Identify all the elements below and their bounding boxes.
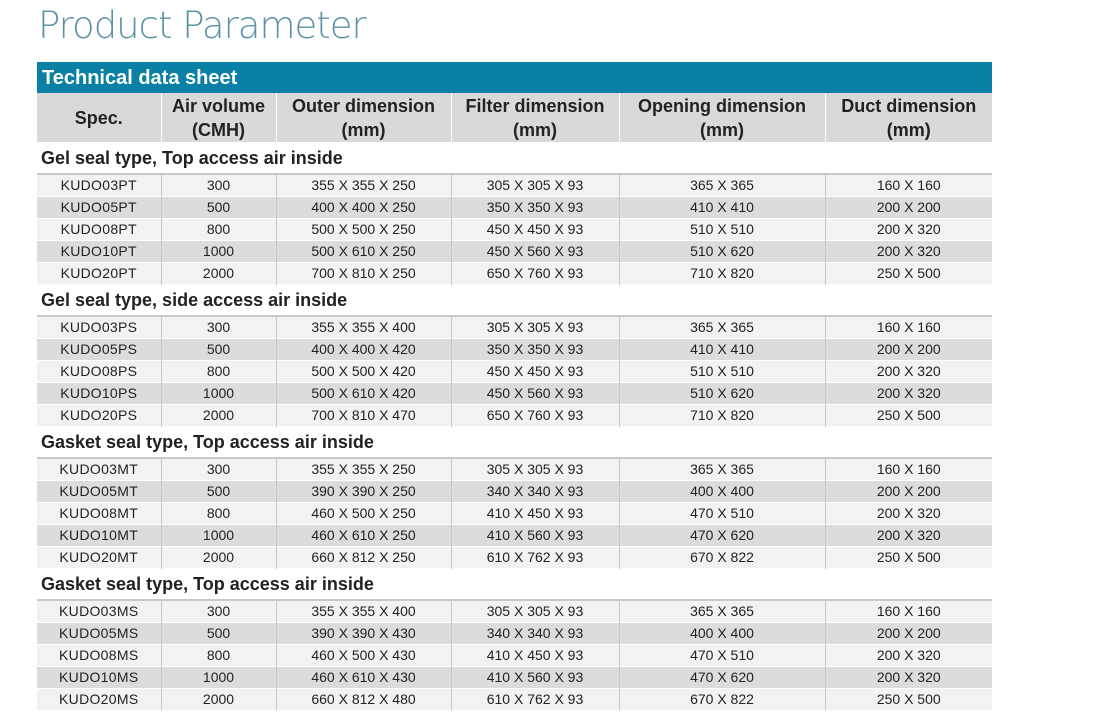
cell-spec: KUDO08PT (37, 219, 161, 241)
table-row (37, 623, 992, 645)
cell-air-volume: 800 (161, 361, 276, 383)
table-row (37, 689, 992, 711)
cell-opening-dimension: 410 X 410 (619, 339, 825, 361)
cell-filter-dimension: 305 X 305 X 93 (451, 316, 619, 339)
cell-outer-dimension: 500 X 500 X 420 (276, 361, 451, 383)
cell-duct-dimension: 200 X 320 (825, 503, 992, 525)
cell-outer-dimension: 460 X 500 X 250 (276, 503, 451, 525)
cell-filter-dimension: 410 X 450 X 93 (451, 503, 619, 525)
cell-duct-dimension: 200 X 320 (825, 383, 992, 405)
cell-filter-dimension: 340 X 340 X 93 (451, 481, 619, 503)
header-filter-dimension-unit: (mm) (513, 119, 557, 140)
sheet-title: Technical data sheet (37, 62, 992, 93)
cell-spec: KUDO10MT (37, 525, 161, 547)
header-outer-dimension-label: Outer dimension (291, 95, 435, 116)
cell-filter-dimension: 305 X 305 X 93 (451, 174, 619, 197)
cell-duct-dimension: 200 X 200 (825, 339, 992, 361)
header-filter-dimension (451, 93, 619, 143)
cell-spec: KUDO20MS (37, 689, 161, 711)
table-row (37, 339, 992, 361)
cell-air-volume: 1000 (161, 383, 276, 405)
cell-duct-dimension: 250 X 500 (825, 263, 992, 285)
cell-duct-dimension: 160 X 160 (825, 458, 992, 481)
cell-filter-dimension: 350 X 350 X 93 (451, 197, 619, 219)
cell-filter-dimension: 610 X 762 X 93 (451, 689, 619, 711)
cell-air-volume: 2000 (161, 263, 276, 285)
cell-duct-dimension: 250 X 500 (825, 689, 992, 711)
cell-opening-dimension: 470 X 510 (619, 645, 825, 667)
table-row (37, 405, 992, 427)
cell-spec: KUDO10PS (37, 383, 161, 405)
table-row (37, 316, 992, 339)
cell-duct-dimension: 200 X 320 (825, 525, 992, 547)
cell-duct-dimension: 250 X 500 (825, 547, 992, 569)
cell-opening-dimension: 365 X 365 (619, 600, 825, 623)
header-outer-dimension-unit: (mm) (341, 119, 386, 140)
header-spec (37, 93, 161, 143)
cell-outer-dimension: 500 X 610 X 250 (276, 241, 451, 263)
cell-duct-dimension: 200 X 320 (825, 667, 992, 689)
table-row (37, 547, 992, 569)
cell-opening-dimension: 365 X 365 (619, 174, 825, 197)
table-row (37, 174, 992, 197)
cell-air-volume: 300 (161, 600, 276, 623)
header-filter-dimension-label: Filter dimension (465, 95, 605, 116)
header-air-volume (161, 93, 276, 143)
cell-spec: KUDO20MT (37, 547, 161, 569)
cell-outer-dimension: 700 X 810 X 250 (276, 263, 451, 285)
cell-spec: KUDO05MT (37, 481, 161, 503)
cell-air-volume: 2000 (161, 689, 276, 711)
cell-filter-dimension: 410 X 560 X 93 (451, 525, 619, 547)
table-row (37, 197, 992, 219)
cell-spec: KUDO08MT (37, 503, 161, 525)
table-row (37, 481, 992, 503)
cell-outer-dimension: 355 X 355 X 250 (276, 458, 451, 481)
cell-spec: KUDO05MS (37, 623, 161, 645)
cell-spec: KUDO05PS (37, 339, 161, 361)
table-row (37, 667, 992, 689)
table-row (37, 219, 992, 241)
table-row (37, 503, 992, 525)
header-air-volume-label: Air volume (171, 95, 266, 116)
cell-outer-dimension: 660 X 812 X 480 (276, 689, 451, 711)
cell-filter-dimension: 650 X 760 X 93 (451, 405, 619, 427)
cell-filter-dimension: 410 X 560 X 93 (451, 667, 619, 689)
cell-filter-dimension: 450 X 560 X 93 (451, 241, 619, 263)
cell-duct-dimension: 250 X 500 (825, 405, 992, 427)
cell-spec: KUDO03PT (37, 174, 161, 197)
cell-filter-dimension: 305 X 305 X 93 (451, 458, 619, 481)
table-row (37, 361, 992, 383)
cell-outer-dimension: 500 X 610 X 420 (276, 383, 451, 405)
table-row (37, 241, 992, 263)
cell-spec: KUDO20PS (37, 405, 161, 427)
cell-spec: KUDO03MS (37, 600, 161, 623)
group-title: Gasket seal type, Top access air inside (37, 427, 992, 459)
cell-duct-dimension: 200 X 320 (825, 361, 992, 383)
table-row (37, 383, 992, 405)
cell-spec: KUDO08MS (37, 645, 161, 667)
spec-table (37, 93, 992, 710)
cell-duct-dimension: 160 X 160 (825, 174, 992, 197)
cell-opening-dimension: 710 X 820 (619, 405, 825, 427)
cell-filter-dimension: 650 X 760 X 93 (451, 263, 619, 285)
cell-opening-dimension: 510 X 620 (619, 383, 825, 405)
cell-opening-dimension: 400 X 400 (619, 623, 825, 645)
header-air-volume-unit: (CMH) (192, 119, 245, 140)
header-opening-dimension (619, 93, 825, 143)
cell-filter-dimension: 305 X 305 X 93 (451, 600, 619, 623)
cell-opening-dimension: 510 X 510 (619, 361, 825, 383)
cell-air-volume: 300 (161, 316, 276, 339)
header-duct-dimension (825, 93, 992, 143)
table-row (37, 600, 992, 623)
cell-air-volume: 500 (161, 197, 276, 219)
cell-duct-dimension: 200 X 200 (825, 481, 992, 503)
cell-opening-dimension: 670 X 822 (619, 547, 825, 569)
cell-outer-dimension: 400 X 400 X 420 (276, 339, 451, 361)
cell-outer-dimension: 355 X 355 X 400 (276, 600, 451, 623)
cell-air-volume: 500 (161, 623, 276, 645)
cell-air-volume: 1000 (161, 667, 276, 689)
cell-outer-dimension: 355 X 355 X 400 (276, 316, 451, 339)
cell-air-volume: 800 (161, 503, 276, 525)
group-title: Gasket seal type, Top access air inside (37, 569, 992, 601)
cell-duct-dimension: 200 X 320 (825, 241, 992, 263)
table-body (37, 143, 992, 711)
cell-outer-dimension: 460 X 500 X 430 (276, 645, 451, 667)
group-header-row (37, 569, 992, 601)
cell-outer-dimension: 355 X 355 X 250 (276, 174, 451, 197)
cell-spec: KUDO05PT (37, 197, 161, 219)
cell-opening-dimension: 470 X 620 (619, 525, 825, 547)
cell-outer-dimension: 660 X 812 X 250 (276, 547, 451, 569)
cell-air-volume: 500 (161, 481, 276, 503)
cell-air-volume: 1000 (161, 525, 276, 547)
cell-opening-dimension: 510 X 510 (619, 219, 825, 241)
cell-outer-dimension: 460 X 610 X 430 (276, 667, 451, 689)
cell-spec: KUDO08PS (37, 361, 161, 383)
cell-opening-dimension: 710 X 820 (619, 263, 825, 285)
technical-data-sheet (37, 62, 992, 710)
cell-spec: KUDO10PT (37, 241, 161, 263)
cell-opening-dimension: 470 X 620 (619, 667, 825, 689)
cell-opening-dimension: 510 X 620 (619, 241, 825, 263)
cell-air-volume: 800 (161, 219, 276, 241)
group-header-row (37, 427, 992, 459)
cell-spec: KUDO20PT (37, 263, 161, 285)
cell-opening-dimension: 400 X 400 (619, 481, 825, 503)
cell-outer-dimension: 700 X 810 X 470 (276, 405, 451, 427)
group-title: Gel seal type, Top access air inside (37, 143, 992, 175)
cell-duct-dimension: 200 X 320 (825, 645, 992, 667)
cell-outer-dimension: 390 X 390 X 250 (276, 481, 451, 503)
header-spec-label: Spec. (74, 107, 123, 128)
cell-filter-dimension: 610 X 762 X 93 (451, 547, 619, 569)
cell-spec: KUDO10MS (37, 667, 161, 689)
cell-outer-dimension: 390 X 390 X 430 (276, 623, 451, 645)
cell-air-volume: 2000 (161, 405, 276, 427)
header-duct-dimension-label: Duct dimension (841, 95, 977, 116)
table-row (37, 458, 992, 481)
page-title: Product Parameter (38, 4, 366, 47)
cell-opening-dimension: 410 X 410 (619, 197, 825, 219)
cell-air-volume: 300 (161, 458, 276, 481)
cell-duct-dimension: 160 X 160 (825, 600, 992, 623)
group-title: Gel seal type, side access air inside (37, 285, 992, 317)
cell-filter-dimension: 350 X 350 X 93 (451, 339, 619, 361)
cell-spec: KUDO03PS (37, 316, 161, 339)
header-outer-dimension (276, 93, 451, 143)
cell-filter-dimension: 450 X 450 X 93 (451, 219, 619, 241)
cell-opening-dimension: 670 X 822 (619, 689, 825, 711)
cell-air-volume: 1000 (161, 241, 276, 263)
table-row (37, 263, 992, 285)
cell-air-volume: 500 (161, 339, 276, 361)
cell-duct-dimension: 200 X 200 (825, 197, 992, 219)
table-row (37, 645, 992, 667)
cell-filter-dimension: 410 X 450 X 93 (451, 645, 619, 667)
cell-air-volume: 800 (161, 645, 276, 667)
cell-duct-dimension: 200 X 320 (825, 219, 992, 241)
cell-filter-dimension: 450 X 560 X 93 (451, 383, 619, 405)
header-opening-dimension-label: Opening dimension (637, 95, 806, 116)
cell-opening-dimension: 470 X 510 (619, 503, 825, 525)
cell-opening-dimension: 365 X 365 (619, 458, 825, 481)
cell-filter-dimension: 340 X 340 X 93 (451, 623, 619, 645)
cell-air-volume: 2000 (161, 547, 276, 569)
group-header-row (37, 285, 992, 317)
table-header-row (37, 93, 992, 143)
cell-duct-dimension: 200 X 200 (825, 623, 992, 645)
cell-opening-dimension: 365 X 365 (619, 316, 825, 339)
cell-filter-dimension: 450 X 450 X 93 (451, 361, 619, 383)
cell-outer-dimension: 400 X 400 X 250 (276, 197, 451, 219)
header-duct-dimension-unit: (mm) (886, 119, 931, 140)
cell-air-volume: 300 (161, 174, 276, 197)
table-row (37, 525, 992, 547)
cell-outer-dimension: 460 X 610 X 250 (276, 525, 451, 547)
group-header-row (37, 143, 992, 175)
cell-spec: KUDO03MT (37, 458, 161, 481)
header-opening-dimension-unit: (mm) (700, 119, 744, 140)
cell-duct-dimension: 160 X 160 (825, 316, 992, 339)
cell-outer-dimension: 500 X 500 X 250 (276, 219, 451, 241)
